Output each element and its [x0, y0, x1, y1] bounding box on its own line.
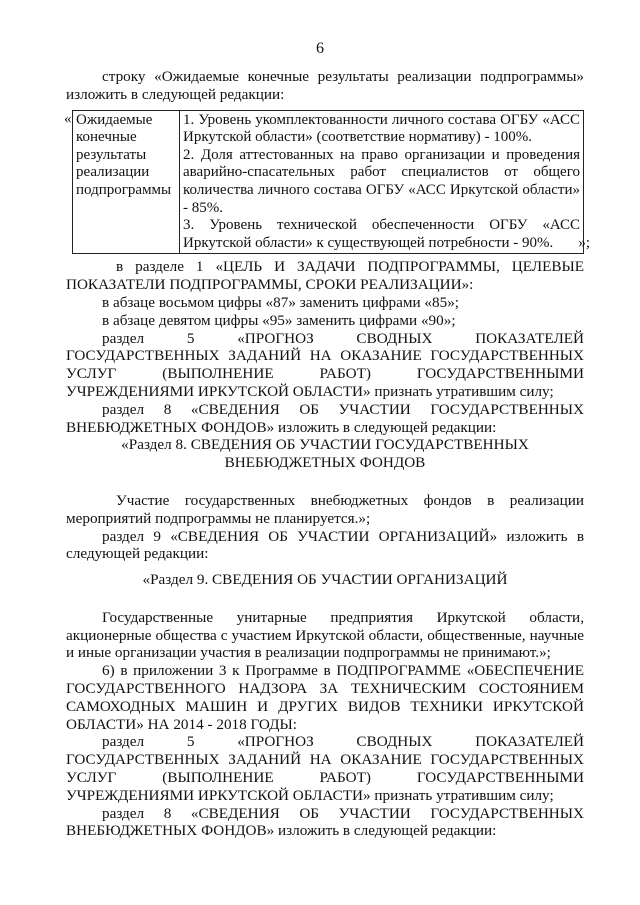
section8-heading: «Раздел 8. СВЕДЕНИЯ ОБ УЧАСТИИ ГОСУДАРСТВЕННЫХ ВНЕБЮДЖЕТНЫХ ФОНДОВ: [121, 436, 529, 472]
section9-paragraph: раздел 9 «СВЕДЕНИЯ ОБ УЧАСТИИ ОРГАНИЗАЦИЙ» изложить в следующей редакции:: [66, 527, 584, 563]
section5-paragraph: раздел 5 «ПРОГНОЗ СВОДНЫХ ПОКАЗАТЕЛЕЙ ГОСУДАРСТВЕННЫХ ЗАДАНИЙ НА ОКАЗАНИЕ ГОСУДАРСТВЕННЫХ УСЛУГ (ВЫПОЛНЕНИЕ РАБОТ) ГОСУДАРСТВЕННЫМИ УЧРЕЖДЕНИЯМИ ИРКУТСКОЙ ОБЛАСТИ» признать утратившим силу;: [66, 329, 584, 400]
result-item-2: 2. Доля аттестованных на право организации и проведения аварийно-спасательных работ специалистов от общего количества личного состава ОГБУ «АСС Иркутской области» - 85%.: [183, 146, 580, 216]
section8-text: Участие государственных внебюджетных фондов в реализации мероприятий подпрограммы не планируется.»;: [66, 491, 584, 527]
intro-paragraph: строку «Ожидаемые конечные результаты реализации подпрограммы» изложить в следующей редакции:: [66, 68, 584, 103]
section1-paragraph: в разделе 1 «ЦЕЛЬ И ЗАДАЧИ ПОДПРОГРАММЫ, ЦЕЛЕВЫЕ ПОКАЗАТЕЛИ ПОДПРОГРАММЫ, СРОКИ РЕАЛИЗАЦИИ»:: [66, 258, 584, 294]
section9-heading: «Раздел 9. СВЕДЕНИЯ ОБ УЧАСТИИ ОРГАНИЗАЦИЙ: [142, 571, 508, 589]
table-cell-label: Ожидаемые конечные результаты реализации подпрограммы: [73, 110, 180, 254]
table-open-quote: «: [64, 110, 72, 127]
item6-section8-paragraph: раздел 8 «СВЕДЕНИЯ ОБ УЧАСТИИ ГОСУДАРСТВЕННЫХ ВНЕБЮДЖЕТНЫХ ФОНДОВ» изложить в следующей редакции:: [66, 804, 584, 840]
table-cell-values: [180, 110, 584, 254]
result-item-1: 1. Уровень укомплектованности личного состава ОГБУ «АСС Иркутской области» (соответствие нормативу) - 100%.: [183, 111, 580, 146]
results-table: [72, 110, 584, 255]
abzac8-paragraph: в абзаце восьмом цифры «87» заменить цифрами «85»;: [102, 293, 460, 311]
item6-section5-paragraph: раздел 5 «ПРОГНОЗ СВОДНЫХ ПОКАЗАТЕЛЕЙ ГОСУДАРСТВЕННЫХ ЗАДАНИЙ НА ОКАЗАНИЕ ГОСУДАРСТВЕННЫХ УСЛУГ (ВЫПОЛНЕНИЕ РАБОТ) ГОСУДАРСТВЕННЫМИ УЧРЕЖДЕНИЯМИ ИРКУТСКОЙ ОБЛАСТИ» признать утратившим силу;: [66, 733, 584, 804]
table-close-quote: »;: [578, 234, 590, 251]
item6-paragraph: 6) в приложении 3 к Программе в ПОДПРОГРАММЕ «ОБЕСПЕЧЕНИЕ ГОСУДАРСТВЕННОГО НАДЗОРА ЗА ТЕХНИЧЕСКИМ СОСТОЯНИЕМ САМОХОДНЫХ МАШИН И ДРУГИХ ВИДОВ ТЕХНИКИ ИРКУТСКОЙ ОБЛАСТИ» НА 2014 - 2018 ГОДЫ:: [66, 662, 584, 733]
results-table-block: [64, 110, 590, 255]
section9-text: Государственные унитарные предприятия Иркутской области, акционерные общества с участием Иркутской области, общественные, научные и иные организации участия в реализации подпрограммы не принимают.»;: [66, 608, 584, 662]
section8-paragraph: раздел 8 «СВЕДЕНИЯ ОБ УЧАСТИИ ГОСУДАРСТВЕННЫХ ВНЕБЮДЖЕТНЫХ ФОНДОВ» изложить в следующей редакции:: [66, 400, 584, 436]
document-body: [64, 68, 590, 840]
result-item-3: 3. Уровень технической обеспеченности ОГБУ «АСС Иркутской области» к существующей потребности - 90%.: [183, 217, 580, 251]
table-row: [73, 110, 584, 254]
abzac9-paragraph: в абзаце девятом цифры «95» заменить цифрами «90»;: [102, 311, 456, 329]
page-number: 6: [316, 40, 324, 57]
